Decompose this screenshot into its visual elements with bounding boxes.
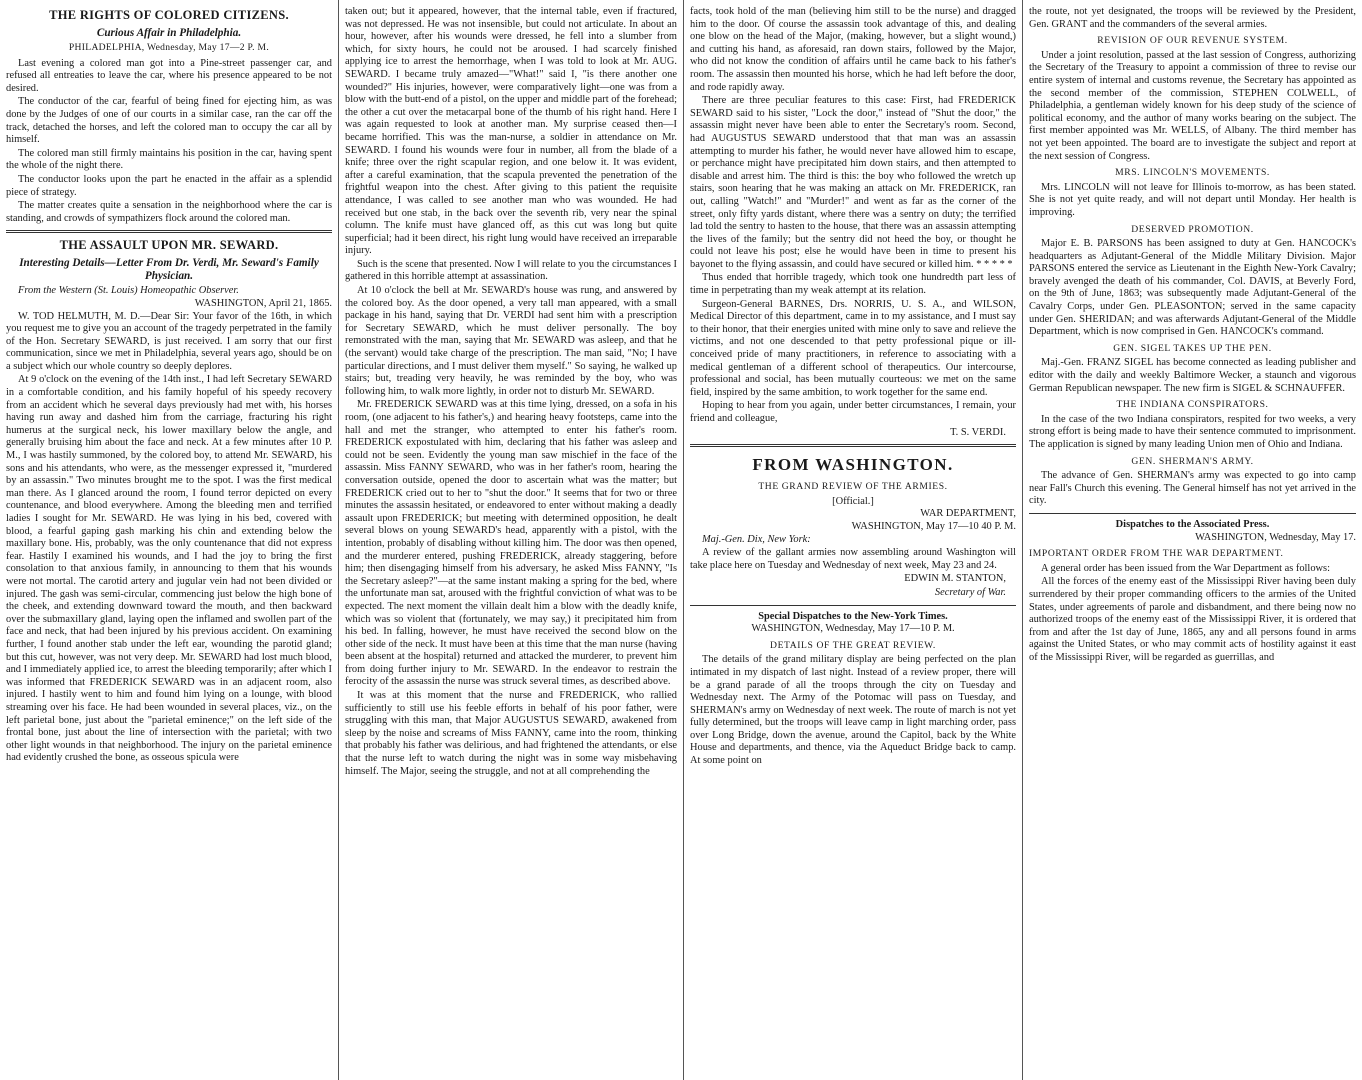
dateline-washington-special: WASHINGTON, Wednesday, May 17—10 P. M. (751, 623, 955, 635)
subhead-grand-review: THE GRAND REVIEW OF THE ARMIES. (758, 481, 948, 493)
column-2 (339, 0, 683, 1080)
paragraph: Such is the scene that presented. Now I will relate to you the circumstances I gathered in this horrible attempt at assassination. (345, 258, 677, 283)
section-divider (690, 605, 1016, 606)
paragraph: The matter creates quite a sensation in the neighborhood where the car is standing, and crowds of sympathizers flock around the colored man. (6, 200, 332, 224)
subhead-lincoln-movements: MRS. LINCOLN'S MOVEMENTS. (1115, 167, 1270, 179)
paragraph: W. TOD HELMUTH, M. D.—Dear Sir: Your favor of the 16th, in which you request me to give you an account of the tragedy perpetrated in the family of the Hon. Secretary SEWARD, is just received. I am sorry that our first communication, since we met in Philadelphia, several years ago, should be on a subject which our whole country so deeply deplores. (6, 310, 332, 372)
subhead-deserved-promotion: DESERVED PROMOTION. (1131, 223, 1254, 235)
subhead-sigel: GEN. SIGEL TAKES UP THE PEN. (1113, 342, 1272, 354)
subhead-curious-affair: Curious Affair in Philadelphia. (96, 27, 242, 39)
associated-press-label: Dispatches to the Associated Press. (1115, 518, 1270, 530)
addressee: Maj.-Gen. Dix, New York: (702, 533, 811, 545)
subhead-revenue-system: REVISION OF OUR REVENUE SYSTEM. (1097, 35, 1288, 47)
column-1 (0, 0, 338, 1080)
paragraph: At 9 o'clock on the evening of the 14th inst., I had left Secretary SEWARD in a comfortable condition, and his family hopeful of his speedy recovery from an accident which he several days previously had met with, his horses having run away and dashed him from the carriage, fracturing his right humerus at the surgical neck, his lower maxillary below the angle, and generally bruising him about the face and neck. At a few minutes after 10 P. M., I was hastily summoned, by the colored boy, to attend Mr. SEWARD, his sons and his attendants, who were, as the messenger expressed it, "murdered by an assassin." Two minutes brought me to the spot. I was the first medical man there. As I glanced around the room, I found terror depicted on every countenance, and blood everywhere. Among the bleeding men and terrified ladies I sought for Mr. SEWARD. He was lying in his bed, covered with blood, a fearful gaping gash marking his chin and extending below the maxillary bone. His, probably, was the only countenance that did not express fear. Hastily I examined his wounds, and I had the joy to bring the first consolation to that anxious family, in announcing to them that his wounds were not mortal. The carotid artery and jugular vein had not been divided or injured. The gash was semi-circular, commencing just below the high bone of the cheek, and extending downward toward the mouth, and then backward over the submaxillary gland, laying open the inflamed and swollen part of the face and neck, that had been injured by his previous accident. On examining further, I found another stab under the left ear, wounding the parotid gland; but this cut, however, was not very deep. Mr. SEWARD had lost much blood, and I immediately applied ice, to arrest the bleeding temporarily; after which I was informed that FREDERICK SEWARD was in an adjacent room, also injured. I hastily went to him and found him lying on a lounge, with blood streaming over his face. He had been wounded in several places, viz., on the left parietal bone, just about the "parietal eminence;" on the left side of the frontal bone, just about the line of intersection with the parietal; with two other light wounds in that neighborhood. The injury on the parietal eminence had evidently crushed the bone, as osseous spicula were (6, 374, 332, 764)
paragraph: The details of the grand military display are being perfected on the plan intimated in my dispatch of last night. Instead of a review proper, there will be a grand parade of all the troops through the city on Tuesday and Wednesday next. The Army of the Potomac will pass on Tuesday, and SHERMAN's army on Wednesday of next week. The route of march is not yet fully determined, but the troops will leave camp in light marching order, pass over Long Bridge, down the avenue, around the Capitol, back by the White House and departments, and thence, via the Aqueduct Bridge back to camp. At some point on (690, 654, 1016, 767)
section-divider (690, 444, 1016, 447)
paragraph: In the case of the two Indiana conspirators, respited for two weeks, a very strong effort is being made to have their sentence commuted to imprisonment. The application is signed by many leading Union men of Ohio and Indiana. (1029, 413, 1356, 450)
war-department-dateline: WASHINGTON, May 17—10 40 P. M. (851, 520, 1016, 532)
official-label: [Official.] (832, 495, 874, 507)
paragraph: Mr. FREDERICK SEWARD was at this time lying, dressed, on a sofa in his room, (one adjacent to his father's,) and hearing heavy footsteps, came into the hall and met the stranger, who attempted to enter his father's room. FREDERICK expostulated with him, declaring that his father was asleep and could not be seen. Evidently the young man saw mischief in the face of the assassin. Miss FANNY SEWARD, who was in her father's room, hearing the conversation outside, opened the door to ascertain what was the matter; but FREDERICK cried out to her to "shut the door." It seems that for two or three minutes the assassin hesitated, or endeavored to enter without making a deadly assault upon FREDERICK; but meeting with determined opposition, he dealt several blows on young SEWARD's head, apparently with a pistol, with the intention, probably of disabling without killing him. The door was then opened, and the murderer entered, pushing FREDERICK, already staggering, before him; then disengaging himself from his adversary, he asked Miss FANNY, "Is the Secretary asleep?"—at the same instant making a spring for the bed, where the unfortunate man sat, aroused with the frightful conviction of what was to be expected. The next moment the villain dealt him a blow with the deadly knife, which was so violent that (fortunately, we may say,) it precipitated him from his bed. In falling, however, he must have received the second blow on the other side of the neck. It must have been at this time that the man nurse (having been absent at the hospital) returned and attacked the murderer, to prevent him from doing further injury to Mr. SEWARD. In the endeavor to restrain the ferocity of the assassin the nurse was struck several times, as described above. (345, 399, 677, 688)
source-line: From the Western (St. Louis) Homeopathic Observer. (18, 285, 239, 297)
paragraph: At 10 o'clock the bell at Mr. SEWARD's house was rung, and answered by the colored boy. As the door opened, a very tall man appeared, with a small package in his hand, saying that Dr. VERDI had sent him with a prescription for Secretary SEWARD, which he must deliver personally. The boy remonstrated with the man, saying that Mr. SEWARD was asleep, and that he (the servant) would take charge of the prescription. The man said, "No; I have particular directions, and I must deliver them myself." So saying, he walked up stairs; but, treading very heavily, he was reminded by the boy, who was following him, to walk more lightly, in order not to disturb Mr. SEWARD. (345, 285, 677, 397)
dateline-washington: WASHINGTON, April 21, 1865. (194, 297, 332, 309)
signature-verdi: T. S. VERDI. (950, 426, 1006, 438)
section-divider (6, 230, 332, 233)
paragraph: A general order has been issued from the War Department as follows: (1041, 562, 1330, 574)
signature-title: Secretary of War. (934, 586, 1006, 598)
paragraph: Hoping to hear from you again, under better circumstances, I remain, your friend and colleague, (690, 400, 1016, 424)
paragraph: A review of the gallant armies now assembling around Washington will take place here on Tuesday and Wednesday of next week, May 23 and 24. (690, 547, 1016, 571)
paragraph: Under a joint resolution, passed at the last session of Congress, authorizing the Secretary of the Treasury to appoint a commission of three to revise our entire system of internal and customs revenue, the Secretary has appointed as the second member of the commission, STEPHEN COLWELL, of Philadelphia, a gentleman widely known for his deep study of the science of political economy, and the author of many works bearing on the subject. The first member appointed was Mr. WELLS, of Albany. The third member has not yet been appointed. The board are to investigate the subject and report at the next session of Congress. (1029, 49, 1356, 162)
paragraph: Thus ended that horrible tragedy, which took one hundredth part less of time in perpetrating than my weak attempt at its relation. (690, 272, 1016, 297)
dateline-philadelphia: PHILADELPHIA, Wednesday, May 17—2 P. M. (68, 42, 270, 53)
subhead-sherman-army: GEN. SHERMAN'S ARMY. (1131, 455, 1254, 467)
paragraph: Mrs. LINCOLN will not leave for Illinois to-morrow, as has been stated. She is not yet quite ready, and will not depart until Monday. Her health is improving. (1029, 181, 1356, 218)
paragraph: The conductor of the car, fearful of being fined for ejecting him, as was done by the Judges of one of our courts in a similar case, ran the car off the track, detached the horses, and left the colored man to occupy the car all by himself. (6, 96, 332, 146)
paragraph: It was at this moment that the nurse and FREDERICK, who rallied sufficiently to still use his feeble efforts in behalf of his poor father, were struggling with this man, that Major AUGUSTUS SEWARD, awakened from sleep by the noise and screams of Miss FANNY, came into the room, thinking that probably his father was delirious, and had frightened the attendants, or else that the nurse left to watch during the night was in some way misbehaving himself. The Major, seeing the struggle, and not at all comprehending the (345, 690, 677, 777)
paragraph: taken out; but it appeared, however, that the internal table, even if fractured, was not depressed. He was not insensible, but could not articulate. In about an hour, however, after his wounds were dressed, he fell into a slumber from which, for sixty hours, he could not be aroused. I had scarcely finished applying ice to arrest the hemorrhage, when I was told to look at Mr. AUG. SEWARD. I became truly amazed—"What!" said I, "is there another one wounded?" His injuries, however, were comparatively light—one was from a blow with the butt-end of a pistol, on the upper and middle part of the forehead; the other a cut over the metacarpal bone of the thumb of his right hand. Here I was again requested to look at another man. My surprise ceased then—I became horrified. This was the man-nurse, a soldier in attendance on Mr. SEWARD. I found his wounds were four in number, all from the blade of a knife; three over the right scapular region, and one below it. It was evident, after a careful examination, that the scapula prevented the penetration of the frightful weapon into the chest. After giving to this patient the requisite attendance, I was called to see another man who was wounded. He had received but one stab, in the back over the seventh rib, very near the spinal column. The knife must have glanced off, as this cut was long but quite superficial; had it been direct, his right lung would have received an irreparable injury. (345, 6, 677, 257)
headline-from-washington: FROM WASHINGTON. (752, 455, 954, 475)
dateline-washington-ap: WASHINGTON, Wednesday, May 17. (1195, 531, 1356, 543)
paragraph: Major E. B. PARSONS has been assigned to duty at Gen. HANCOCK's headquarters as Adjutant-General of the Middle Military Division. Major PARSONS entered the service as Lieutenant in the Eighth New-York Cavalry; bravely avenged the death of his commander, Col. DAVIS, at Beverly Ford, on the 9th of June, 1863; was subsequently made Adjutant-General of the Cavalry Corps, under Gen. PLEASONTON; served in the same capacity under Gen. SHERIDAN; and was afterwards Adjutant-General of the Middle Department, which is now comprised in Gen. HANCOCK's command. (1029, 238, 1356, 338)
column-3 (684, 0, 1022, 1080)
paragraph: There are three peculiar features to this case: First, had FREDERICK SEWARD said to his sister, "Lock the door," instead of "Shut the door," the assassin might never have been able to enter the Secretary's room. Second, had AUGUSTUS SEWARD understood that that man was an assassin attempting to murder his father, he would never have allowed him to escape, or perchance might have precipitated him down stairs, and then attempted to disable and arrest him. The third is this: the boy who followed the wretch up stairs, soon hearing that he was making an attack on Mr. FREDERICK, ran out, calling "Watch!" and "Murder!" and went as far as the corner of the street, only fifty yards distant, where there was a sentry on duty; the terrified lad told the sentry to hasten to the house, that there was an assassin attempting the lives of the family; but the sentry did not heed the boy, or thought he could not leave his post; else he would have been in time to present his bayonet to the flying assassin, and could have secured or killed him. * * * * * (690, 95, 1016, 270)
paragraph: Maj.-Gen. FRANZ SIGEL has become connected as leading publisher and editor with the daily and weekly Baltimore Wecker, a staunch and vigorous German Republican newspaper. The new firm is SIGEL & SCHNAUFFER. (1029, 357, 1356, 394)
paragraph: The conductor looks upon the part he enacted in the affair as a splendid piece of strategy. (6, 173, 332, 198)
special-dispatches-label: Special Dispatches to the New-York Times. (758, 610, 948, 622)
headline-rights-of-colored-citizens: THE RIGHTS OF COLORED CITIZENS. (49, 8, 289, 22)
paragraph: Last evening a colored man got into a Pine-street passenger car, and refused all entreaties to leave the car, where his presence appeared to be not desired. (6, 57, 332, 94)
paragraph: Surgeon-General BARNES, Drs. NORRIS, U. S. A., and WILSON, Medical Director of this department, came in to my assistance, and I must say to their honor, that their energies united with mine only to save and relieve the victims, and not one descended to that petty professional pique or ill-conceived pride of many practitioners, in reference to associating with a medical gentleman of a different school of therapeutics. Our intercourse, professional and social, has been mutually courteous: we met on the same field, inspired by the same ambition, to work together for the same end. (690, 298, 1016, 398)
subhead-letter-from-verdi: Interesting Details—Letter From Dr. Verdi, Mr. Seward's Family Physician. (19, 257, 319, 283)
paragraph: The colored man still firmly maintains his position in the car, having spent the whole of the night there. (6, 147, 332, 172)
paragraph: the route, not yet designated, the troops will be reviewed by the President, Gen. GRANT and the commanders of the several armies. (1029, 6, 1356, 30)
subhead-indiana-conspirators: THE INDIANA CONSPIRATORS. (1116, 399, 1269, 411)
paragraph: All the forces of the enemy east of the Mississippi River having been duly surrendered by their proper commanding officers to the armies of the United States, under agreements of parole and disbandment, and there being now no authorized troops of the enemy east of the Mississippi River, it is ordered that from and after the 1st day of June, 1865, any and all persons found in arms against the United States, or who may commit acts of hostility against it east of the Mississippi River, will be regarded as guerrillas, and (1029, 576, 1356, 663)
subhead-details-review: DETAILS OF THE GREAT REVIEW. (770, 639, 936, 651)
paragraph: The advance of Gen. SHERMAN's army was expected to go into camp near Fall's Church this evening. The General himself has not yet arrived in the city. (1029, 470, 1356, 507)
section-divider (1029, 513, 1356, 514)
headline-assault-upon-seward: THE ASSAULT UPON MR. SEWARD. (59, 238, 279, 253)
column-4 (1023, 0, 1362, 1080)
subhead-important-order: IMPORTANT ORDER FROM THE WAR DEPARTMENT. (1029, 548, 1284, 560)
war-department-label: WAR DEPARTMENT, (920, 508, 1016, 520)
paragraph: facts, took hold of the man (believing him still to be the nurse) and dragged him to the door. Of course the assassin took advantage of this, and dealing one blow on the head of the Major, (making, however, but a slight wound,) and cutting his hand, as aforesaid, ran down stairs, followed by the Major, who did not know the condition of affairs until he came back to his father's room. The assassin then mounted his horse, which he had left before the door, and rode rapidly away. (690, 6, 1016, 93)
signature-stanton: EDWIN M. STANTON, (904, 573, 1006, 585)
